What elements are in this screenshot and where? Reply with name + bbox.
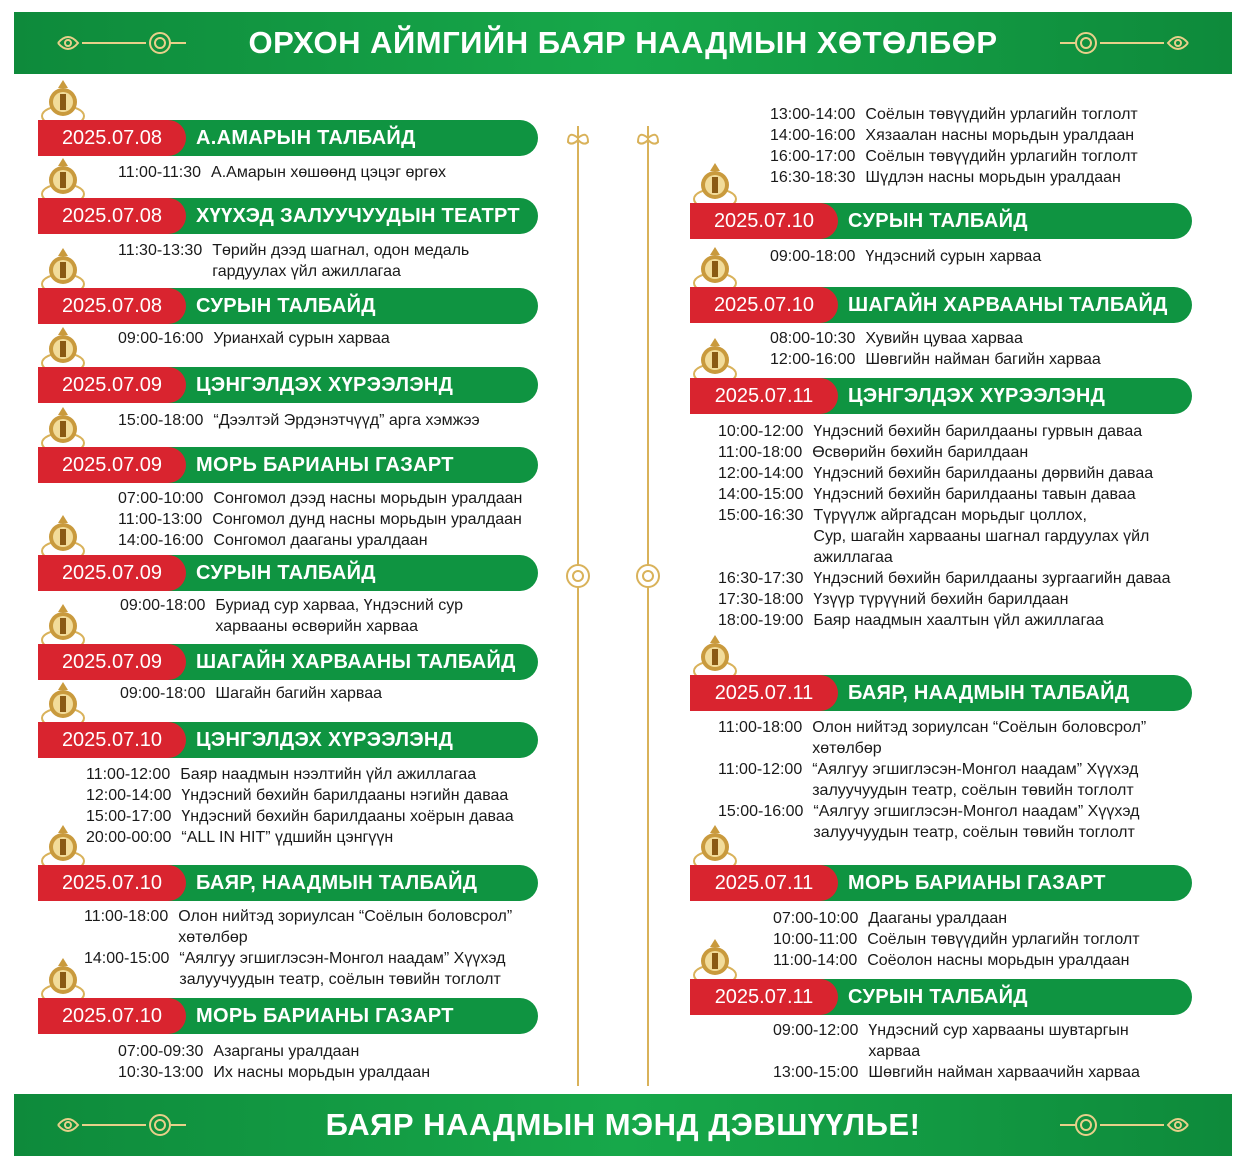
section-header: [38, 367, 538, 403]
event-row: [84, 948, 505, 990]
event-time: 11:00-12:00: [718, 761, 803, 778]
event-time: 10:00-12:00: [718, 423, 804, 440]
ornament-icon: [1058, 1110, 1198, 1140]
event-description: Шөвгийн найман багийн харваа: [865, 351, 1101, 368]
event-time: 11:00-12:00: [86, 766, 171, 783]
event-description: Үндэсний бөхийн барилдааны хоёрын даваа: [181, 808, 514, 825]
footer-greeting: БАЯР НААДМЫН МЭНД ДЭВШҮҮЛЬЕ!: [325, 1107, 921, 1142]
section-header: [690, 287, 1192, 323]
event-time: 09:00-18:00: [770, 248, 856, 265]
event-description: Их насны морьдын уралдаан: [213, 1064, 431, 1081]
event-time: 10:30-13:00: [118, 1064, 204, 1081]
event-time: 10:00-11:00: [773, 931, 858, 948]
event-description: Сонгомол дээд насны морьдын уралдаан: [213, 490, 523, 507]
event-row: [120, 595, 463, 637]
section-date: 2025.07.09: [38, 644, 186, 680]
event-time: 11:00-11:30: [118, 164, 202, 181]
event-time: 13:00-15:00: [773, 1064, 859, 1081]
event-time: 15:00-16:30: [718, 507, 804, 524]
section-date: 2025.07.11: [690, 979, 838, 1015]
event-time: 11:00-18:00: [84, 908, 169, 925]
event-description: Сонгомол дааганы уралдаан: [213, 532, 428, 549]
section-venue: ШАГАЙН ХАРВААНЫ ТАЛБАЙД: [196, 650, 516, 673]
event-description: Түрүүлж айргадсан морьдыг цоллох, Сур, шагайн харвааны шагнал гардуулах үйл ажиллагаа: [813, 507, 1150, 566]
section-date: 2025.07.08: [38, 288, 186, 324]
event-row: [718, 801, 1139, 843]
section-venue: СУРЫН ТАЛБАЙД: [848, 985, 1028, 1008]
event-description: Хувийн цуваа харваа: [865, 330, 1023, 347]
event-time: 07:00-10:00: [118, 490, 204, 507]
event-time: 09:00-16:00: [118, 330, 204, 347]
event-description: Шөвгийн найман харваачийн харваа: [868, 1064, 1140, 1081]
section-venue: МОРЬ БАРИАНЫ ГАЗАРТ: [196, 1004, 454, 1027]
event-row: [86, 827, 393, 848]
event-time: 15:00-17:00: [86, 808, 172, 825]
event-time: 16:30-17:30: [718, 570, 804, 587]
event-description: Үндэсний сур харвааны шувтаргын харваа: [868, 1022, 1129, 1060]
event-time: 12:00-14:00: [86, 787, 172, 804]
event-description: Үндэсний бөхийн барилдааны гурвын даваа: [813, 423, 1143, 440]
event-time: 09:00-18:00: [120, 685, 206, 702]
event-row: [718, 484, 1136, 505]
event-row: [718, 717, 1146, 759]
event-description: Өсвөрийн бөхийн барилдаан: [812, 444, 1029, 461]
event-time: 14:00-15:00: [84, 950, 170, 967]
section-venue: СУРЫН ТАЛБАЙД: [196, 294, 376, 317]
event-row: [118, 509, 522, 530]
section-header: [690, 865, 1192, 901]
event-row: [86, 806, 514, 827]
event-description: Үндэсний бөхийн барилдааны нэгийн даваа: [181, 787, 509, 804]
event-description: Соёлын төвүүдийн урлагийн тоглолт: [865, 148, 1138, 165]
event-row: [118, 530, 428, 551]
event-time: 15:00-16:00: [718, 803, 804, 820]
event-description: Соёлын төвүүдийн урлагийн тоглолт: [865, 106, 1138, 123]
event-row: [118, 410, 480, 431]
section-header: [38, 998, 538, 1034]
section-venue: БАЯР, НААДМЫН ТАЛБАЙД: [848, 681, 1130, 704]
section-header: [690, 979, 1192, 1015]
divider-line: [577, 126, 579, 1086]
section-header: [690, 675, 1192, 711]
event-row: [770, 167, 1121, 188]
section-date: 2025.07.09: [38, 447, 186, 483]
section-date: 2025.07.10: [38, 998, 186, 1034]
section-venue: СУРЫН ТАЛБАЙД: [196, 561, 376, 584]
section-date: 2025.07.11: [690, 865, 838, 901]
event-time: 11:00-18:00: [718, 444, 803, 461]
event-description: “Дээлтэй Эрдэнэтчүүд” арга хэмжээ: [213, 412, 480, 429]
event-description: Хязаалан насны морьдын уралдаан: [865, 127, 1135, 144]
section-date: 2025.07.10: [38, 722, 186, 758]
section-venue: МОРЬ БАРИАНЫ ГАЗАРТ: [196, 453, 454, 476]
event-description: Азарганы уралдаан: [213, 1043, 360, 1060]
event-description: Урианхай сурын харваа: [213, 330, 390, 347]
event-row: [86, 764, 476, 785]
section-date: 2025.07.09: [38, 367, 186, 403]
section-date: 2025.07.11: [690, 675, 838, 711]
event-time: 07:00-09:30: [118, 1043, 204, 1060]
event-time: 14:00-16:00: [770, 127, 856, 144]
event-row: [770, 125, 1134, 146]
section-date: 2025.07.08: [38, 120, 186, 156]
event-time: 13:00-14:00: [770, 106, 856, 123]
event-row: [770, 146, 1138, 167]
event-time: 17:30-18:00: [718, 591, 804, 608]
event-description: Буриад сур харваа, Үндэсний сур харвааны өсвөрийн харваа: [215, 597, 463, 635]
section-header: [38, 722, 538, 758]
section-venue: ЦЭНГЭЛДЭХ ХҮРЭЭЛЭНД: [196, 373, 454, 396]
event-row: [118, 162, 446, 183]
event-description: Үндэсний сурын харваа: [865, 248, 1042, 265]
section-header: [38, 120, 538, 156]
event-row: [718, 568, 1170, 589]
ornament-icon: [48, 1110, 188, 1140]
event-row: [718, 421, 1142, 442]
event-description: Олон нийтэд зориулсан “Соёлын боловсрол” хөтөлбөр: [178, 908, 513, 946]
event-row: [718, 505, 1149, 568]
event-row: [118, 1041, 359, 1062]
event-row: [718, 442, 1028, 463]
ornament-icon: [1058, 28, 1198, 58]
section-date: 2025.07.10: [690, 203, 838, 239]
event-description: Үндэсний бөхийн барилдааны дөрвийн даваа: [813, 465, 1154, 482]
event-row: [718, 610, 1104, 631]
section-header: [38, 644, 538, 680]
section-venue: А.АМАРЫН ТАЛБАЙД: [196, 126, 416, 149]
event-row: [773, 908, 1007, 929]
event-row: [118, 1062, 430, 1083]
event-time: 20:00-00:00: [86, 829, 172, 846]
event-description: Төрийн дээд шагнал, одон медаль гардуулах үйл ажиллагаа: [212, 242, 470, 280]
event-description: Үндэсний бөхийн барилдааны тавын даваа: [813, 486, 1136, 503]
event-row: [770, 349, 1101, 370]
circle-ornament-icon: [564, 560, 592, 592]
event-row: [120, 683, 382, 704]
section-date: 2025.07.08: [38, 198, 186, 234]
page-title: ОРХОН АЙМГИЙН БАЯР НААДМЫН ХӨТӨЛБӨР: [248, 25, 998, 60]
event-row: [718, 463, 1153, 484]
event-description: “Аялгуу эгшиглэсэн-Монгол наадам” Хүүхэд залуучуудын театр, соёлын төвийн тоглолт: [813, 803, 1140, 841]
event-description: А.Амарын хөшөөнд цэцэг өргөх: [211, 164, 447, 181]
section-venue: СУРЫН ТАЛБАЙД: [848, 209, 1028, 232]
event-row: [118, 328, 390, 349]
event-time: 09:00-12:00: [773, 1022, 859, 1039]
event-time: 07:00-10:00: [773, 910, 859, 927]
event-description: Олон нийтэд зориулсан “Соёлын боловсрол” хөтөлбөр: [812, 719, 1147, 757]
event-time: 11:00-13:00: [118, 511, 203, 528]
event-time: 11:00-14:00: [773, 952, 858, 969]
event-description: “Аялгуу эгшиглэсэн-Монгол наадам” Хүүхэд залуучуудын театр, соёлын төвийн тоглолт: [179, 950, 506, 988]
event-time: 09:00-18:00: [120, 597, 206, 614]
event-time: 14:00-15:00: [718, 486, 804, 503]
event-row: [84, 906, 512, 948]
event-time: 11:30-13:30: [118, 242, 203, 259]
section-header: [38, 447, 538, 483]
section-date: 2025.07.09: [38, 555, 186, 591]
event-row: [118, 240, 469, 282]
event-row: [718, 589, 1068, 610]
section-venue: БАЯР, НААДМЫН ТАЛБАЙД: [196, 871, 478, 894]
event-time: 14:00-16:00: [118, 532, 204, 549]
section-header: [38, 555, 538, 591]
event-row: [773, 1020, 1129, 1062]
event-description: Үзүүр түрүүний бөхийн барилдаан: [813, 591, 1069, 608]
event-row: [118, 488, 522, 509]
section-venue: ХҮҮХЭД ЗАЛУУЧУУДЫН ТЕАТРТ: [196, 204, 520, 227]
event-description: Баяр наадмын хаалтын үйл ажиллагаа: [813, 612, 1104, 629]
event-row: [773, 950, 1130, 971]
event-description: Баяр наадмын нээлтийн үйл ажиллагаа: [180, 766, 477, 783]
event-time: 16:30-18:30: [770, 169, 856, 186]
section-venue: ЦЭНГЭЛДЭХ ХҮРЭЭЛЭНД: [196, 728, 454, 751]
section-header: [38, 198, 538, 234]
event-row: [773, 1062, 1140, 1083]
event-time: 08:00-10:30: [770, 330, 856, 347]
section-date: 2025.07.10: [38, 865, 186, 901]
section-header: [38, 865, 538, 901]
section-header: [690, 203, 1192, 239]
event-time: 11:00-18:00: [718, 719, 803, 736]
section-date: 2025.07.10: [690, 287, 838, 323]
event-description: “ALL IN HIT” үдшийн цэнгүүн: [181, 829, 394, 846]
event-row: [718, 759, 1138, 801]
section-header: [690, 378, 1192, 414]
section-venue: МОРЬ БАРИАНЫ ГАЗАРТ: [848, 871, 1106, 894]
event-description: Шагайн багийн харваа: [215, 685, 382, 702]
scroll-ornament-icon: [564, 128, 592, 160]
event-description: Соёолон насны морьдын уралдаан: [867, 952, 1130, 969]
section-venue: ШАГАЙН ХАРВААНЫ ТАЛБАЙД: [848, 293, 1168, 316]
event-time: 16:00-17:00: [770, 148, 856, 165]
divider-line: [647, 126, 649, 1086]
event-row: [770, 328, 1023, 349]
event-description: Дааганы уралдаан: [868, 910, 1008, 927]
section-header: [38, 288, 538, 324]
event-description: Сонгомол дунд насны морьдын уралдаан: [212, 511, 522, 528]
ornament-icon: [48, 28, 188, 58]
event-description: Үндэсний бөхийн барилдааны зургаагийн даваа: [813, 570, 1171, 587]
event-description: Шүдлэн насны морьдын уралдаан: [865, 169, 1121, 186]
event-row: [86, 785, 508, 806]
section-venue: ЦЭНГЭЛДЭХ ХҮРЭЭЛЭНД: [848, 384, 1106, 407]
header-banner: [14, 12, 1232, 74]
scroll-ornament-icon: [634, 128, 662, 160]
circle-ornament-icon: [634, 560, 662, 592]
footer-banner: [14, 1094, 1232, 1156]
event-row: [773, 929, 1140, 950]
event-time: 12:00-14:00: [718, 465, 804, 482]
section-date: 2025.07.11: [690, 378, 838, 414]
event-time: 15:00-18:00: [118, 412, 204, 429]
event-time: 18:00-19:00: [718, 612, 804, 629]
event-time: 12:00-16:00: [770, 351, 856, 368]
event-description: Соёлын төвүүдийн урлагийн тоглолт: [867, 931, 1140, 948]
event-row: [770, 104, 1138, 125]
event-description: “Аялгуу эгшиглэсэн-Монгол наадам” Хүүхэд залуучуудын театр, соёлын төвийн тоглолт: [812, 761, 1139, 799]
event-row: [770, 246, 1041, 267]
